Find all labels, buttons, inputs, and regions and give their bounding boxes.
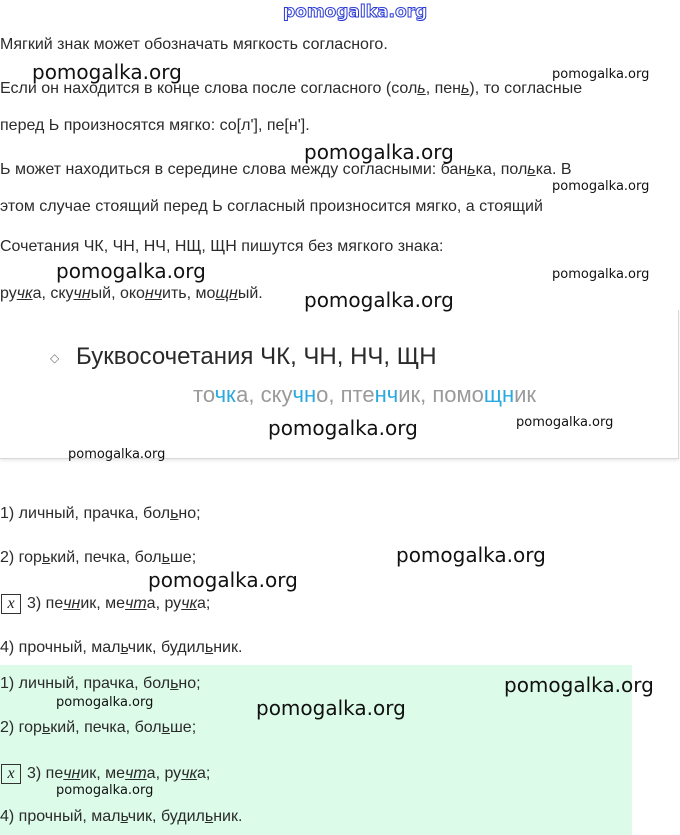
marked-letters: ь	[204, 808, 214, 825]
text-run: кий, печка, бол	[50, 719, 162, 736]
answer-mark: x	[1, 594, 21, 614]
rule-line-1: Мягкий знак может обозначать мягкость согласного.	[0, 36, 388, 53]
marked-letters: ь	[170, 675, 179, 692]
watermark: pomogalka.org	[68, 447, 166, 462]
text-run: 2) гор	[0, 719, 42, 736]
text-run: а, ру	[146, 595, 182, 612]
watermark: pomogalka.org	[516, 415, 614, 430]
text-run: чик, будил	[127, 639, 205, 656]
option-1[interactable]	[0, 505, 201, 523]
rule-line-6: Сочетания ЧК, ЧН, НЧ, НЩ, ЩН пишутся без мягкого знака:	[0, 238, 444, 255]
answer-option-1	[0, 675, 201, 693]
marked-letters: чк	[181, 765, 198, 782]
marked-letters: нч	[144, 285, 163, 302]
watermark: pomogalka.org	[304, 288, 454, 312]
card-title: Буквосочетания ЧК, ЧН, НЧ, ЩН	[76, 343, 437, 370]
soft-sign: ь	[417, 80, 426, 97]
rule-line-3: перед Ь произносятся мягко: со[л'], пе[н'].	[0, 117, 310, 134]
example-text: а, ску	[236, 382, 293, 407]
text-run: 4) прочный, мал	[0, 639, 121, 656]
option-2[interactable]	[0, 549, 196, 567]
text-run: а;	[197, 765, 211, 782]
watermark-top: pomogalka.org	[283, 2, 428, 22]
rule-text: ), то согласные	[469, 80, 583, 97]
text-run: а, ску	[32, 285, 74, 302]
text-run: ник.	[213, 639, 243, 656]
text-run: 1) личный, прачка, бол	[0, 505, 171, 522]
marked-letters: ь	[204, 639, 214, 656]
answer-option-3	[27, 765, 210, 783]
marked-letters: чт	[125, 595, 147, 612]
text-run: ше;	[169, 549, 197, 566]
watermark: pomogalka.org	[32, 60, 182, 84]
answer-mark-copy: x	[1, 764, 21, 784]
watermark: pomogalka.org	[56, 259, 206, 283]
option-4[interactable]	[0, 639, 242, 657]
watermark: pomogalka.org	[256, 696, 406, 720]
marked-letters: ь	[41, 549, 51, 566]
marked-letters: ь	[170, 505, 179, 522]
example-text: о, пте	[316, 382, 375, 407]
text-run: ше;	[169, 719, 197, 736]
text-run: 2) гор	[0, 549, 42, 566]
rule-text: ка, пол	[475, 161, 528, 178]
marked-letters: щн	[215, 285, 238, 302]
card-examples	[193, 382, 536, 408]
soft-sign: ь	[461, 80, 470, 97]
text-run: чик, будил	[127, 808, 205, 825]
marked-letters: чн	[73, 285, 91, 302]
rule-line-7	[0, 285, 263, 303]
marked-letters: ь	[161, 719, 170, 736]
highlighted-letters: чн	[292, 382, 317, 407]
text-run: ник.	[213, 808, 243, 825]
watermark: pomogalka.org	[396, 543, 546, 567]
watermark: pomogalka.org	[56, 783, 154, 798]
text-run: 3) пе	[27, 765, 64, 782]
text-run: ру	[0, 285, 17, 302]
example-text: то	[193, 382, 215, 407]
marked-letters: ь	[41, 719, 51, 736]
rule-text: Ь может находиться в середине слова между согласными: бан	[0, 161, 468, 178]
watermark: pomogalka.org	[504, 673, 654, 697]
example-text: ик, помо	[398, 382, 484, 407]
marked-letters: чт	[125, 765, 147, 782]
watermark: pomogalka.org	[268, 416, 418, 440]
rule-text: , пен	[425, 80, 461, 97]
text-run: ый.	[237, 285, 263, 302]
text-run: а, ру	[146, 765, 182, 782]
highlighted-letters: нч	[374, 382, 399, 407]
answer-option-4	[0, 808, 242, 826]
marked-letters: чк	[181, 595, 198, 612]
marked-letters: чк	[16, 285, 33, 302]
soft-sign: ь	[527, 161, 536, 178]
rule-text: ка. В	[535, 161, 572, 178]
watermark: pomogalka.org	[304, 140, 454, 164]
option-3[interactable]	[27, 595, 210, 613]
marked-letters: ь	[120, 808, 128, 825]
watermark: pomogalka.org	[552, 179, 650, 194]
text-run: но;	[178, 675, 201, 692]
example-text: ик	[514, 382, 537, 407]
text-run: ить, мо	[162, 285, 216, 302]
text-run: ик, ме	[80, 595, 126, 612]
marked-letters: чн	[63, 765, 81, 782]
highlighted-letters: чк	[214, 382, 237, 407]
text-run: ый, око	[90, 285, 145, 302]
watermark: pomogalka.org	[552, 267, 650, 282]
rule-line-5: этом случае стоящий перед Ь согласный произносится мягко, а стоящий	[0, 198, 543, 215]
text-run: 4) прочный, мал	[0, 808, 121, 825]
watermark: pomogalka.org	[552, 67, 650, 82]
text-run: кий, печка, бол	[50, 549, 162, 566]
diamond-icon: ◇	[50, 351, 60, 365]
text-run: 1) личный, прачка, бол	[0, 675, 171, 692]
rule-line-4	[0, 161, 572, 179]
soft-sign: ь	[467, 161, 476, 178]
text-run: ик, ме	[80, 765, 126, 782]
marked-letters: ь	[161, 549, 170, 566]
marked-letters: чн	[63, 595, 81, 612]
watermark: pomogalka.org	[56, 695, 154, 710]
watermark: pomogalka.org	[148, 568, 298, 592]
text-run: 3) пе	[27, 595, 64, 612]
text-run: но;	[178, 505, 201, 522]
rule-text: Если он находится в конце слова после согласного (сол	[0, 80, 418, 97]
marked-letters: ь	[120, 639, 128, 656]
highlighted-letters: щн	[483, 382, 515, 407]
text-run: а;	[197, 595, 211, 612]
answer-option-2	[0, 719, 196, 737]
